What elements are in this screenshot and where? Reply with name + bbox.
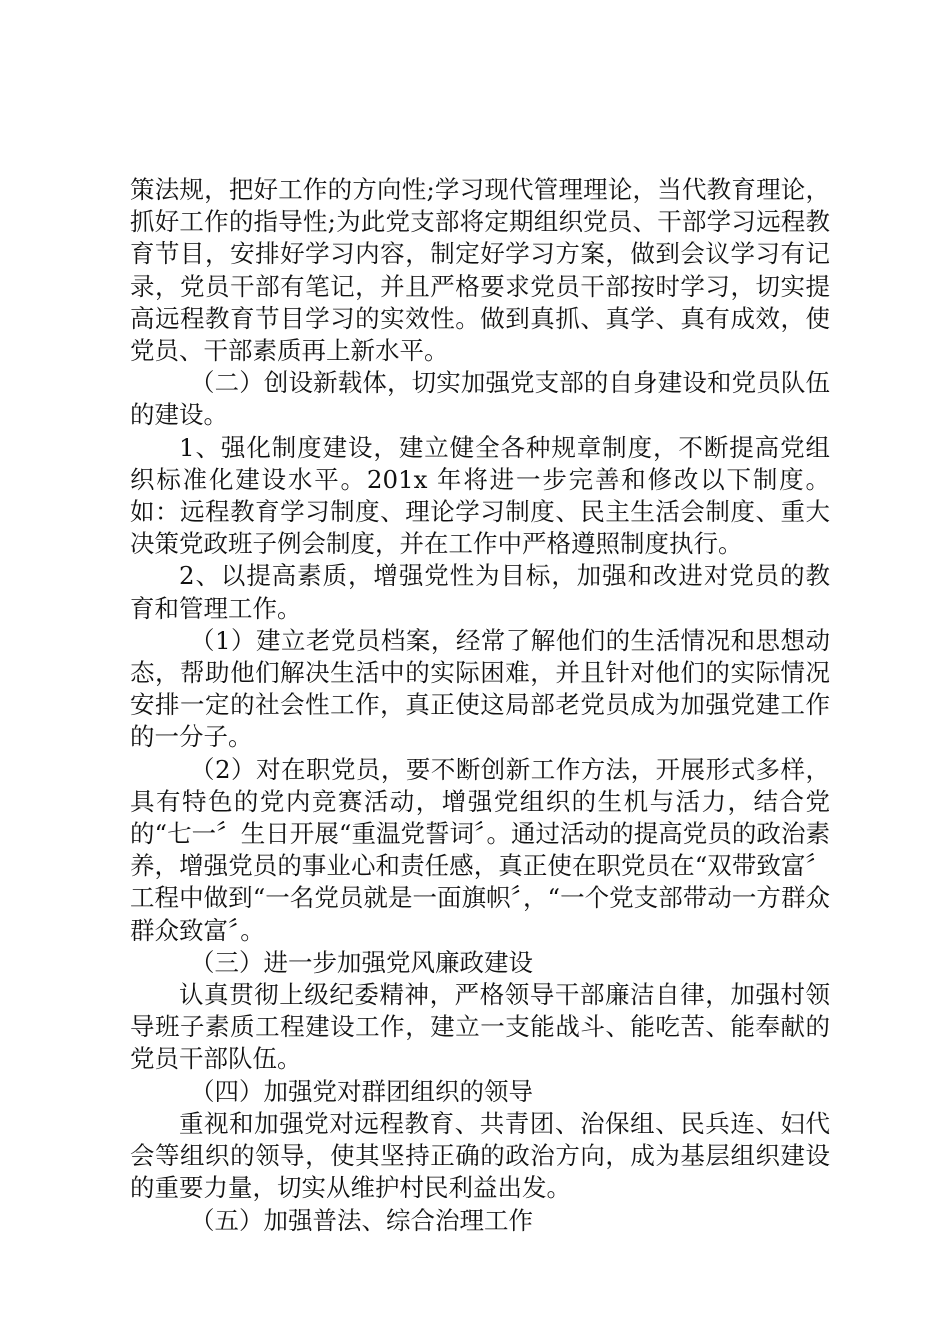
paragraph-subitem-1-veterans: （1）建立老党员档案，经常了解他们的生活情况和思想动态，帮助他们解决生活中的实际困难，并且针对他们的实际情况安排一定的社会性工作，真正使这局部老党员成为加强党建工作的一分子。 [130, 625, 830, 752]
paragraph-item-1-institution: 1、强化制度建设，建立健全各种规章制度，不断提高党组织标准化建设水平。201x 年将进一步完善和修改以下制度。如：远程教育学习制度、理论学习制度、民主生活会制度、重大决策党政班子例会制度，并在工作中严格遵照制度执行。 [130, 432, 830, 559]
heading-section-3: （三）进一步加强党风廉政建设 [190, 947, 533, 977]
paragraph-mass-organizations: 重视和加强党对远程教育、共青团、治保组、民兵连、妇代会等组织的领导，使其坚持正确的政治方向，成为基层组织建设的重要力量，切实从维护村民利益出发。 [130, 1108, 830, 1203]
heading-section-2: （二）创设新载体，切实加强党支部的自身建设和党员队伍的建设。 [130, 368, 830, 430]
heading-section-5: （五）加强普法、综合治理工作 [190, 1205, 533, 1235]
paragraph-integrity: 认真贯彻上级纪委精神，严格领导干部廉洁自律，加强村领导班子素质工程建设工作，建立一支能战斗、能吃苦、能奉献的党员干部队伍。 [130, 980, 830, 1074]
paragraph-study-policy: 策法规，把好工作的方向性;学习现代管理理论，当代教育理论，抓好工作的指导性;为此党支部将定期组织党员、干部学习远程教育节目，安排好学习内容，制定好学习方案，做到会议学习有记录，党员干部有笔记，并且严格要求党员干部按时学习，切实提高远程教育节目学习的实效性。做到真抓、真学、真有成效，使党员、干部素质再上新水平。 [130, 175, 830, 366]
document-body [130, 174, 830, 1237]
paragraph-item-2-quality: 2、以提高素质，增强党性为目标，加强和改进对党员的教育和管理工作。 [130, 561, 830, 623]
heading-section-4: （四）加强党对群团组织的领导 [190, 1076, 533, 1106]
paragraph-subitem-2-active-members: （2）对在职党员，要不断创新工作方法，开展形式多样，具有特色的党内竞赛活动，增强党组织的生机与活力，结合党的“七一〞生日开展“重温党誓词〞。通过活动的提高党员的政治素养，增强党员的事业心和责任感，真正使在职党员在“双带致富〞工程中做到“一名党员就是一面旗帜〞，“一个党支部带动一方群众群众致富〞。 [130, 754, 830, 945]
